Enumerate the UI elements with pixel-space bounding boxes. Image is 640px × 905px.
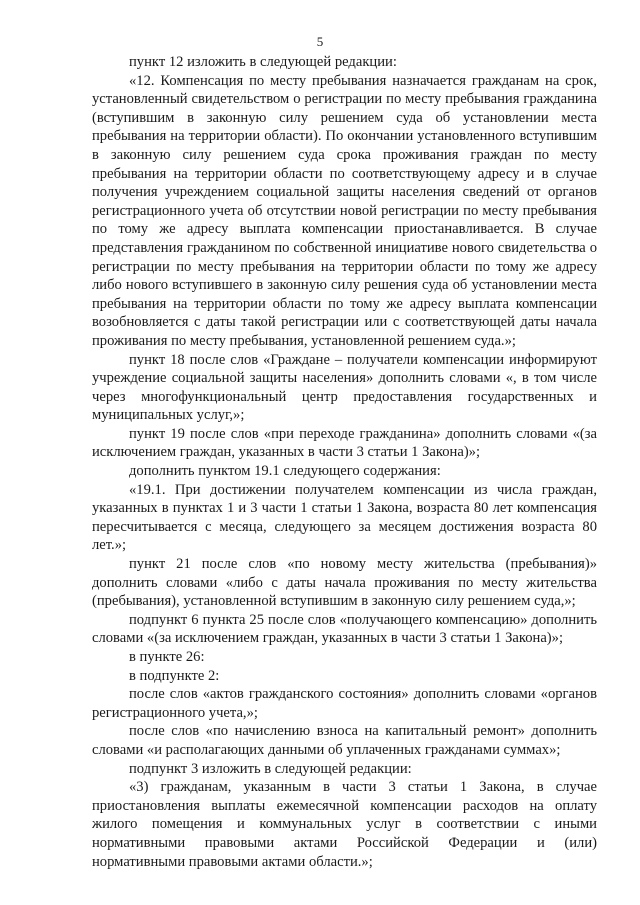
paragraph-capital-repair: после слов «по начислению взноса на капитальный ремонт» дополнить словами «и располагающих данными об уплаченных гражданами суммах»; (92, 723, 597, 758)
paragraph-civil-status-acts: после слов «актов гражданского состояния» дополнить словами «органов регистрационного учета,»; (92, 686, 597, 721)
paragraph-subpoint-2: в подпункте 2: (129, 667, 220, 684)
paragraph-point-19-1-text: «19.1. При достижении получателем компенсации из числа граждан, указанных в пунктах 1 и 3 части 1 статьи 1 Закона, возраста 80 лет компенсация пересчитывается с месяца, следующего за месяцем достижения возраста 80 лет.»; (92, 481, 597, 554)
paragraph-point-26: в пункте 26: (129, 649, 205, 665)
paragraph-subpoint-3-text: «3) гражданам, указанным в части 3 статьи 1 Закона, в случае приостановления выплаты ежемесячной компенсации расходов на оплату жилого помещения и коммунальных услуг в соответствии с иными нормативными правовыми актами Российской Федерации и (или) нормативными правовыми актами области.»; (92, 779, 597, 870)
paragraph-amend-point-18: пункт 18 после слов «Граждане – получатели компенсации информируют учреждение социальной защиты населения» дополнить словами «, в том числе через многофункциональный центр предоставления государственных и муниципальных услуг,»; (92, 351, 597, 424)
paragraph-amend-point-25: подпункт 6 пункта 25 после слов «получающего компенсацию» дополнить словами «(за исключением граждан, указанных в части 3 статьи 1 Закона)»; (92, 611, 597, 647)
document-body (92, 53, 597, 871)
paragraph-amend-point-21: пункт 21 после слов «по новому месту жительства (пребывания)» дополнить словами «либо с даты начала проживания по месту жительства (пребывания), установленной вступившим в законную силу решением суда,»; (92, 556, 597, 610)
paragraph-add-point-19-1: дополнить пунктом 19.1 следующего содержания: (129, 463, 441, 480)
paragraph-amend-subpoint-3: подпункт 3 изложить в следующей редакции: (129, 760, 412, 777)
paragraph-amend-point-19: пункт 19 после слов «при переходе гражданина» дополнить словами «(за исключением граждан, указанных в части 3 статьи 1 Закона)»; (92, 425, 597, 461)
page-number: 5 (316, 34, 324, 49)
paragraph-amend-point-12: пункт 12 изложить в следующей редакции: (129, 54, 397, 70)
paragraph-point-12-text: «12. Компенсация по месту пребывания назначается гражданам на срок, установленный свидетельством о регистрации по месту пребывания гражданина (вступившим в законную силу решением суда об установлении места пребывания на территории области). По окончании установленного вступившим в законную силу решением суда срока проживания граждан по месту пребывания на территории области по соответствующему адресу и в случае получения учреждением социальной защиты населения сведений от органов регистрационного учета об отсутствии новой регистрации по месту пребывания по тому же адресу выплата компенсации приостанавливается. В случае представления гражданином по собственной инициативе нового свидетельства о регистрации по месту пребывания на территории области по тому же адресу либо нового вступившего в законную силу решения суда об установлении места пребывания на территории области по тому же адресу выплата компенсации возобновляется с даты такой регистрации или с соответствующей даты начала проживания по месту пребывания, установленной решением суда.»; (92, 72, 597, 349)
